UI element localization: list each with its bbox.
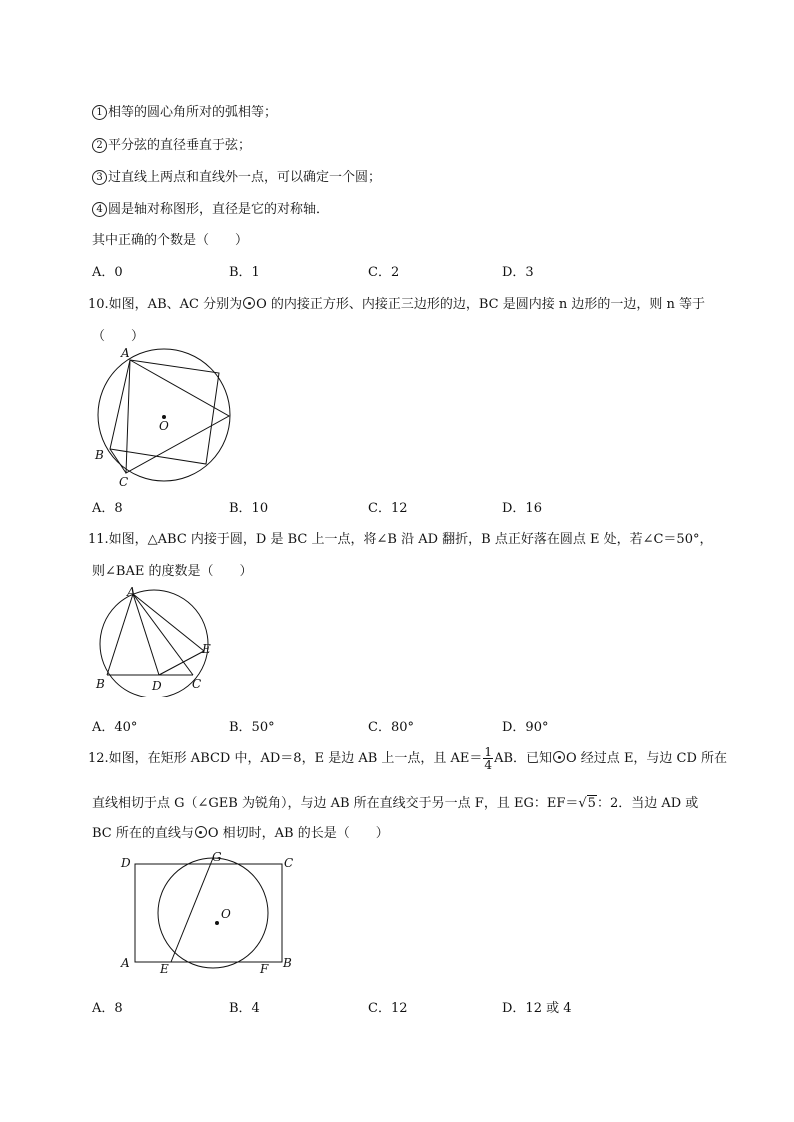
statement-2-text: 平分弦的直径垂直于弦；	[108, 138, 252, 153]
q11-options	[92, 716, 692, 734]
q11-label-e: E	[202, 642, 211, 656]
q12-option-b: B．4	[229, 1001, 260, 1016]
circled-number-3: 3	[92, 170, 107, 185]
circled-number-2: 2	[92, 138, 107, 153]
statement-3	[92, 166, 381, 185]
q12-line3	[92, 822, 389, 841]
q12-figure	[115, 845, 315, 980]
q12-option-a: A．8	[92, 1001, 123, 1016]
q12-options	[92, 997, 692, 1015]
q11-segment-ad	[133, 594, 159, 675]
q10-label-c: C	[119, 475, 129, 489]
circle-o-symbol	[553, 751, 565, 763]
q11-line2: 则∠BAE 的度数是（ ）	[92, 564, 253, 579]
q10-line1	[88, 293, 705, 312]
q12-option-d: D．12 或 4	[502, 1001, 572, 1016]
q12-circle	[158, 858, 268, 968]
q12-fraction	[483, 746, 493, 771]
q12-line1	[88, 746, 727, 771]
q10-label-a: A	[121, 346, 130, 360]
q12-label-b: B	[283, 956, 292, 970]
q10-chord-bc	[110, 449, 126, 473]
circled-number-4: 4	[92, 202, 107, 217]
q12-line2	[92, 792, 698, 811]
q12-label-e: E	[160, 962, 169, 976]
q9-option-c: C．2	[368, 265, 400, 280]
q9-option-d: D．3	[502, 265, 534, 280]
q10-option-d: D．16	[502, 501, 542, 516]
q11-side-ab	[107, 594, 133, 675]
q11-option-c: C．80°	[368, 720, 414, 735]
q12-label-c: C	[284, 856, 294, 870]
statement-1	[92, 101, 277, 120]
q10-figure	[88, 345, 248, 490]
q12-label-f: F	[260, 962, 269, 976]
q11-label-a: A	[127, 585, 136, 599]
q9-option-a: A．0	[92, 265, 123, 280]
q10-option-b: B．10	[229, 501, 269, 516]
q10-option-c: C．12	[368, 501, 408, 516]
q9-options	[92, 261, 692, 279]
q9-option-b: B．1	[229, 265, 260, 280]
q12-sqrt-value: 5	[587, 796, 596, 811]
q10-line2: （ ）	[92, 329, 145, 344]
q12-center-point	[215, 921, 219, 925]
q12-label-a: A	[121, 956, 130, 970]
q12-text-f: BC 所在的直线与	[92, 826, 194, 841]
circle-o-symbol	[195, 826, 207, 838]
q12-option-c: C．12	[368, 1001, 408, 1016]
q12-label-d: D	[121, 856, 131, 870]
circle-o-symbol	[243, 297, 255, 309]
q12-text-b: AB．已知	[494, 751, 553, 766]
q12-sqrt-sign: √	[578, 796, 587, 811]
statement-4-text: 圆是轴对称图形，直径是它的对称轴．	[108, 202, 330, 217]
statement-4	[92, 198, 329, 217]
q12-text-d: 直线相切于点 G（∠GEB 为锐角），与边 AB 所在直线交于另一点 F，且 EG：EF＝	[92, 796, 579, 811]
q12-fraction-numerator: 1	[484, 745, 493, 759]
q11-option-b: B．50°	[229, 720, 275, 735]
q11-label-d: D	[152, 679, 162, 693]
q10-option-a: A．8	[92, 501, 123, 516]
q12-text-c: O 经过点 E，与边 CD 所在	[566, 751, 728, 766]
q10-text-b: O 的内接正方形、内接正三边形的边，BC 是圆内接 n 边形的一边，则 n 等于	[256, 297, 706, 312]
q10-options	[92, 497, 692, 515]
q12-label-g: G	[212, 850, 222, 864]
q12-text-a: 12.如图，在矩形 ABCD 中，AD＝8，E 是边 AB 上一点，且 AE＝	[88, 751, 483, 766]
q11-option-d: D．90°	[502, 720, 549, 735]
q11-label-c: C	[192, 677, 202, 691]
q11-segment-de	[159, 651, 204, 675]
statement-3-text: 过直线上两点和直线外一点，可以确定一个圆；	[108, 170, 382, 185]
q11-line1: 11.如图，△ABC 内接于圆，D 是 BC 上一点，将∠B 沿 AD 翻折，B 点正好落在圆点 E 处，若∠C＝50°，	[88, 532, 713, 547]
statement-2	[92, 134, 251, 153]
q12-text-e: ：2．当边 AD 或	[596, 796, 699, 811]
q11-figure	[88, 585, 228, 697]
q12-rectangle	[135, 864, 282, 962]
q12-fraction-denominator: 4	[484, 758, 493, 772]
q10-text-a: 10.如图，AB、AC 分别为	[88, 297, 243, 312]
circled-number-1: 1	[92, 105, 107, 120]
q10-label-b: B	[95, 448, 104, 462]
q11-option-a: A．40°	[92, 720, 138, 735]
q10-triangle	[126, 360, 229, 473]
q12-segment-eg	[171, 858, 213, 962]
q10-square	[110, 360, 219, 464]
q10-label-o: O	[159, 419, 169, 433]
q12-label-o: O	[221, 907, 231, 921]
statement-1-text: 相等的圆心角所对的弧相等；	[108, 105, 278, 120]
q9-prompt: 其中正确的个数是（ ）	[92, 233, 249, 248]
q11-label-b: B	[96, 677, 105, 691]
q12-text-g: O 相切时，AB 的长是（ ）	[207, 826, 389, 841]
